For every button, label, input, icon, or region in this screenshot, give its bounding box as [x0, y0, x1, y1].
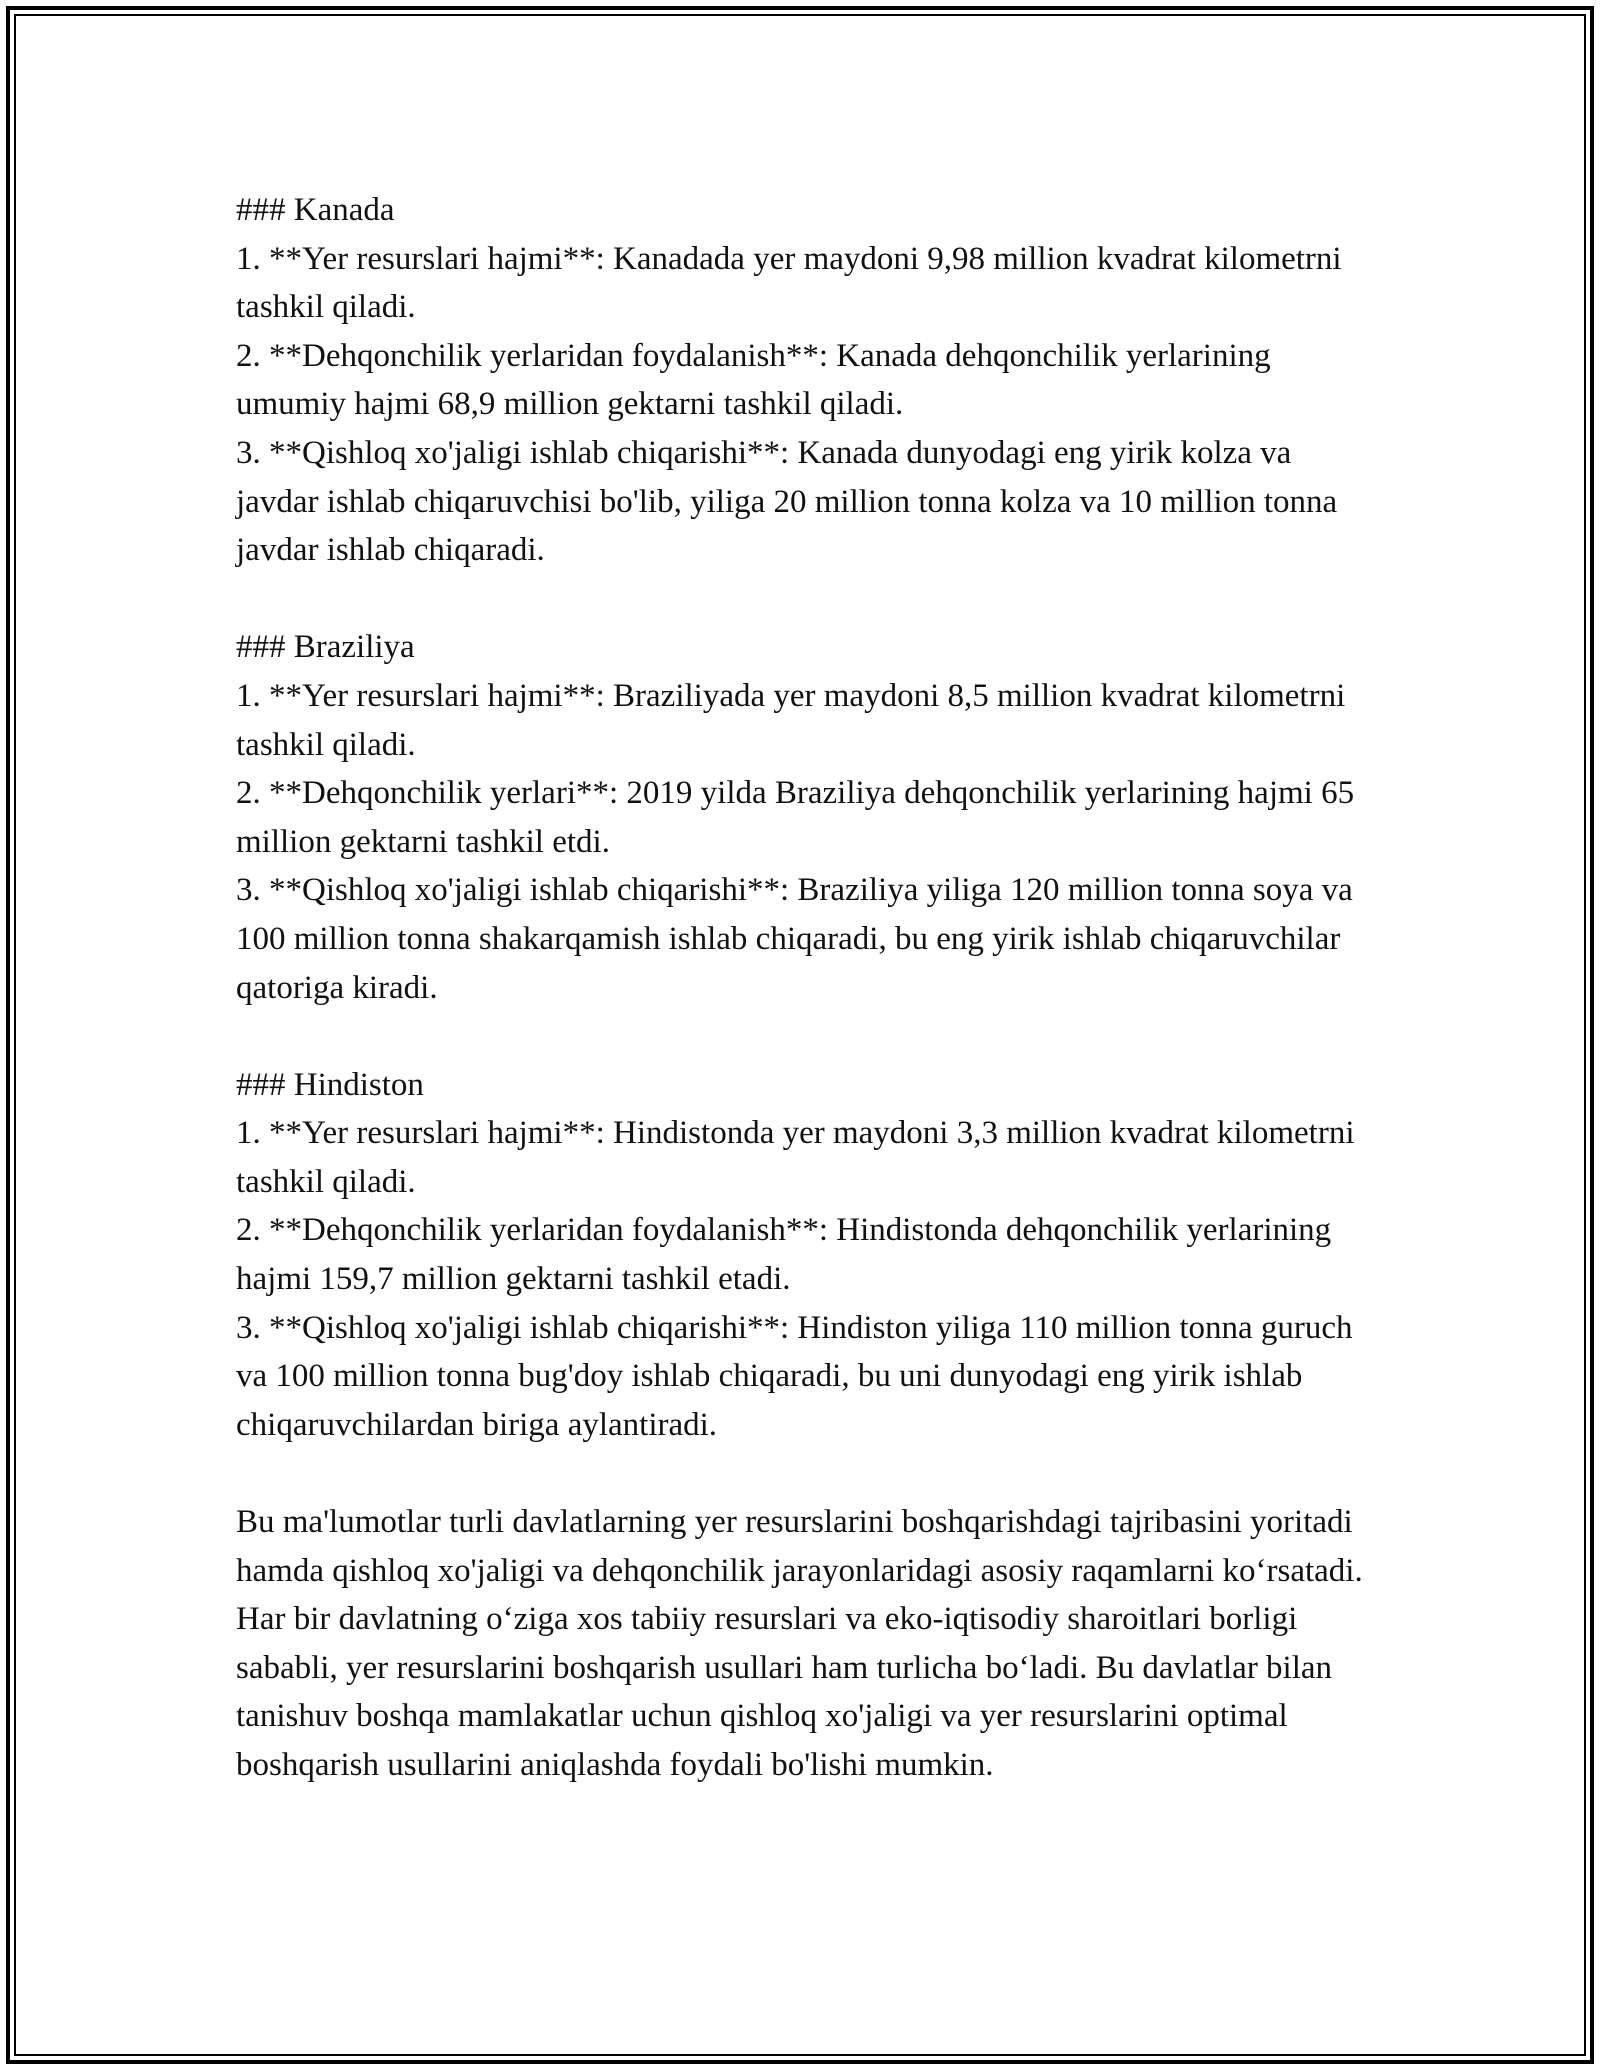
conclusion-paragraph: Bu ma'lumotlar turli davlatlarning yer resurslarini boshqarishdagi tajribasini yoritadi hamda qishloq xo'jaligi va dehqonchilik jarayonlaridagi asosiy raqamlarni ko‘rsatadi. Har bir davlatning o‘ziga xos tabiiy resurslari va eko-iqtisodiy sharoitlari borligi sababli, yer resurslarini boshqarish usullari ham turlicha bo‘ladi. Bu davlatlar bilan tanishuv boshqa mamlakatlar uchun qishloq xo'jaligi va yer resurslarini optimal boshqarish usullarini aniqlashda foydali bo'lishi mumkin.	[236, 1504, 1371, 1783]
section-heading: ### Braziliya	[236, 629, 415, 666]
list-item: 2. **Dehqonchilik yerlaridan foydalanish**: Hindistonda dehqonchilik yerlarining hajmi 159,7 million gektarni tashkil etadi.	[236, 1212, 1340, 1298]
list-item: 3. **Qishloq xo'jaligi ishlab chiqarishi**: Braziliya yiliga 120 million tonna soya va 100 million tonna shakarqamish ishlab chiqaradi, bu eng yirik ishlab chiqaruvchilar qatoriga kiradi.	[236, 872, 1362, 1006]
list-item: 3. **Qishloq xo'jaligi ishlab chiqarishi**: Kanada dunyodagi eng yirik kolza va javdar ishlab chiqaruvchisi bo'lib, yiliga 20 million tonna kolza va 10 million tonna javdar ishlab chiqaradi.	[236, 434, 1346, 569]
list-item: 1. **Yer resurslari hajmi**: Braziliyada yer maydoni 8,5 million kvadrat kilometrni tashkil qiladi.	[236, 677, 1354, 763]
section-hindiston	[236, 1061, 1376, 1450]
list-item: 2. **Dehqonchilik yerlaridan foydalanish**: Kanada dehqonchilik yerlarining umumiy hajmi 68,9 million gektarni tashkil qiladi.	[236, 337, 1279, 423]
list-item: 3. **Qishloq xo'jaligi ishlab chiqarishi**: Hindiston yiliga 110 million tonna guruch va 100 million tonna bug'doy ishlab chiqaradi, bu uni dunyodagi eng yirik ishlab chiqaruvchilardan biriga aylantiradi.	[236, 1309, 1361, 1443]
list-item: 2. **Dehqonchilik yerlari**: 2019 yilda Braziliya dehqonchilik yerlarining hajmi 65 million gektarni tashkil etdi.	[236, 775, 1363, 860]
section-heading: ### Kanada	[236, 192, 395, 228]
document-body	[236, 186, 1376, 1790]
list-item: 1. **Yer resurslari hajmi**: Hindistonda yer maydoni 3,3 million kvadrat kilometrni tashkil qiladi.	[236, 1115, 1363, 1200]
list-item: 1. **Yer resurslari hajmi**: Kanadada yer maydoni 9,98 million kvadrat kilometrni tashkil qiladi.	[236, 240, 1350, 326]
section-heading: ### Hindiston	[236, 1066, 424, 1103]
section-kanada	[236, 186, 1376, 575]
section-braziliya	[236, 623, 1376, 1012]
